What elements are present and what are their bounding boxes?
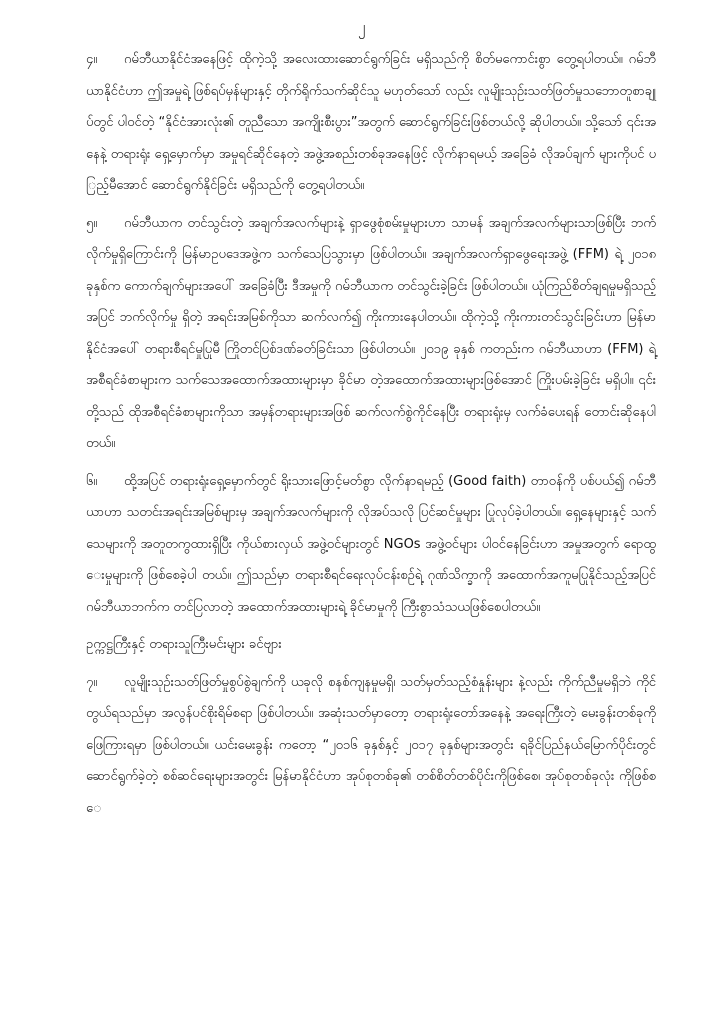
section-heading: ဥက္ကဋ္ဌကြီးနှင့် တရားသူကြီးမင်းများ ခင်ဗျား	[86, 637, 282, 652]
paragraph-text: လူမျိုးသုဉ်းသတ်ဖြတ်မှုစွပ်စွဲချက်ကို ယခုလို စနစ်ကျနမှုမရှိ၊ သတ်မှတ်သည့်စံနှုန်းများ နဲ့လည်း ကိုက်ညီမှုမရှိဘဲ ကိုင်တွယ်ရသည်မှာ အလွန်ပင်စိုးရိမ်စရာ ဖြစ်ပါတယ်။ အဆုံးသတ်မှာတော့ တရားရုံးတော်အနေနဲ့ အရေးကြီးတဲ့ မေးခွန်းတစ်ခုကို ဖြေကြားရမှာ ဖြစ်ပါတယ်။ ယင်းမေးခွန်း ကတော့ “၂၀၁၆ ခုနှစ်နှင့် ၂၀၁၇ ခုနှစ်များအတွင်း ရခိုင်ပြည်နယ်မြောက်ပိုင်းတွင် ဆောင်ရွက်ခဲ့တဲ့ စစ်ဆင်ရေးများအတွင်း မြန်မာနိုင်ငံဟာ အုပ်စုတစ်ခု၏ တစ်စိတ်တစ်ပိုင်းကိုဖြစ်စေ၊ အုပ်စုတစ်ခုလုံး ကိုဖြစ်စေ	[86, 674, 656, 816]
paragraph-number: ၄။	[86, 52, 98, 67]
paragraph-text: ဂမ်ဘီယာက တင်သွင်းတဲ့ အချက်အလက်များနဲ့ ရှာဖွေစုံစမ်းမှုများဟာ သာမန် အချက်အလက်များသာဖြစ်ပြီး ဘက်လိုက်မှုရှိကြောင်းကို မြန်မာဥပဒေအဖွဲ့က သက်သေပြသွားမှာ ဖြစ်ပါတယ်။ အချက်အလက်ရှာဖွေရေးအဖွဲ့ (FFM) ရဲ့ ၂၀၁၈ ခုနှစ်က ကောက်ချက်များအပေါ် အခြေခံပြီး ဒီအမှုကို ဂမ်ဘီယာက တင်သွင်းခဲ့ခြင်း ဖြစ်ပါတယ်။ ယုံကြည်စိတ်ချရမှုမရှိသည့်အပြင် ဘက်လိုက်မှု ရှိတဲ့ အရင်းအမြစ်ကိုသာ ဆက်လက်၍ ကိုးကားနေပါတယ်။ ထိုကဲ့သို့ ကိုးကားတင်သွင်းခြင်းဟာ မြန်မာနိုင်ငံအပေါ် တရားစီရင်မှုပြုမီ ကြိုတင်ပြစ်ဒဏ်ခတ်ခြင်းသာ ဖြစ်ပါတယ်။ ၂၀၁၉ ခုနှစ် ကတည်းက ဂမ်ဘီယာဟာ (FFM) ရဲ့ အစီရင်ခံစာများက သက်သေအထောက်အထားများမှာ ခိုင်မာ တဲ့အထောက်အထားများဖြစ်အောင် ကြိုးပမ်းခဲ့ခြင်း မရှိပါ။ ၎င်းတို့သည် ထိုအစီရင်ခံစာများကိုသာ အမှန်တရားများအဖြစ် ဆက်လက်စွဲကိုင်နေပြီး တရားရုံးမှ လက်ခံပေးရန် တောင်းဆိုနေပါတယ်။	[86, 215, 656, 451]
page-number: ၂	[357, 18, 366, 36]
paragraph-text: ထို့အပြင် တရားရုံးရှေ့မှောက်တွင် ရိုးသားဖြောင့်မတ်စွာ လိုက်နာရမည့် (Good faith) တာဝန်ကို ပစ်ပယ်၍ ဂမ်ဘီယာဟာ သတင်းအရင်းအမြစ်များမှ အချက်အလက်များကို လိုအပ်သလို ပြင်ဆင်မှုများ ပြုလုပ်ခဲ့ပါတယ်။ ရှေ့နေများနှင့် သက်သေများကို အတူတကွထားရှိပြီး ကိုယ်စားလှယ် အဖွဲ့ဝင်များတွင် NGOs အဖွဲ့ဝင်များ ပါဝင်နေခြင်းဟာ အမှုအတွက် ရောထွေးမှုများကို ဖြစ်စေခဲ့ပါ တယ်။ ဤသည်မှာ တရားစီရင်ရေးလုပ်ငန်းစဉ်ရဲ့ ဂုဏ်သိက္ခာကို အထောက်အကူမပြုနိုင်သည့်အပြင် ဂမ်ဘီယာဘက်က တင်ပြလာတဲ့ အထောက်အထားများရဲ့ ခိုင်မာမှုကို ကြီးစွာသံသယဖြစ်စေပါတယ်။	[86, 473, 656, 615]
paragraph-number: ၇။	[86, 674, 98, 690]
document-body	[86, 44, 656, 830]
paragraph-7	[86, 667, 656, 825]
paragraph-4	[86, 44, 656, 202]
paragraph-text: ဂမ်ဘီယာနိုင်ငံအနေဖြင့် ထိုကဲ့သို့ အလေးထားဆောင်ရွက်ခြင်း မရှိသည်ကို စိတ်မကောင်းစွာ တွေ့ရပါတယ်။ ဂမ်ဘီယာနိုင်ငံဟာ ဤအမှုရဲ့ ဖြစ်ရပ်မှန်များနှင့် တိုက်ရိုက်သက်ဆိုင်သူ မဟုတ်သော် လည်း လူမျိုးသုဉ်းသတ်ဖြတ်မှုသဘောတူစာချုပ်တွင် ပါဝင်တဲ့ “နိုင်ငံအားလုံး၏ တူညီသော အကျိုးစီးပွား”အတွက် ဆောင်ရွက်ခြင်းဖြစ်တယ်လို့ ဆိုပါတယ်။ သို့သော် ၎င်းအနေနဲ့ တရားရုံး ရှေ့မှောက်မှာ အမှုရင်ဆိုင်နေတဲ့ အဖွဲ့အစည်းတစ်ခုအနေဖြင့် လိုက်နာရမယ့် အခြေခံ လိုအပ်ချက် များကိုပင် ပြည့်မီအောင် ဆောင်ရွက်နိုင်ခြင်း မရှိသည်ကို တွေ့ရပါတယ်။	[86, 52, 656, 193]
paragraph-number: ၆။	[86, 473, 98, 489]
paragraph-6	[86, 466, 656, 624]
paragraph-5	[86, 208, 656, 460]
paragraph-number: ၅။	[86, 215, 98, 231]
